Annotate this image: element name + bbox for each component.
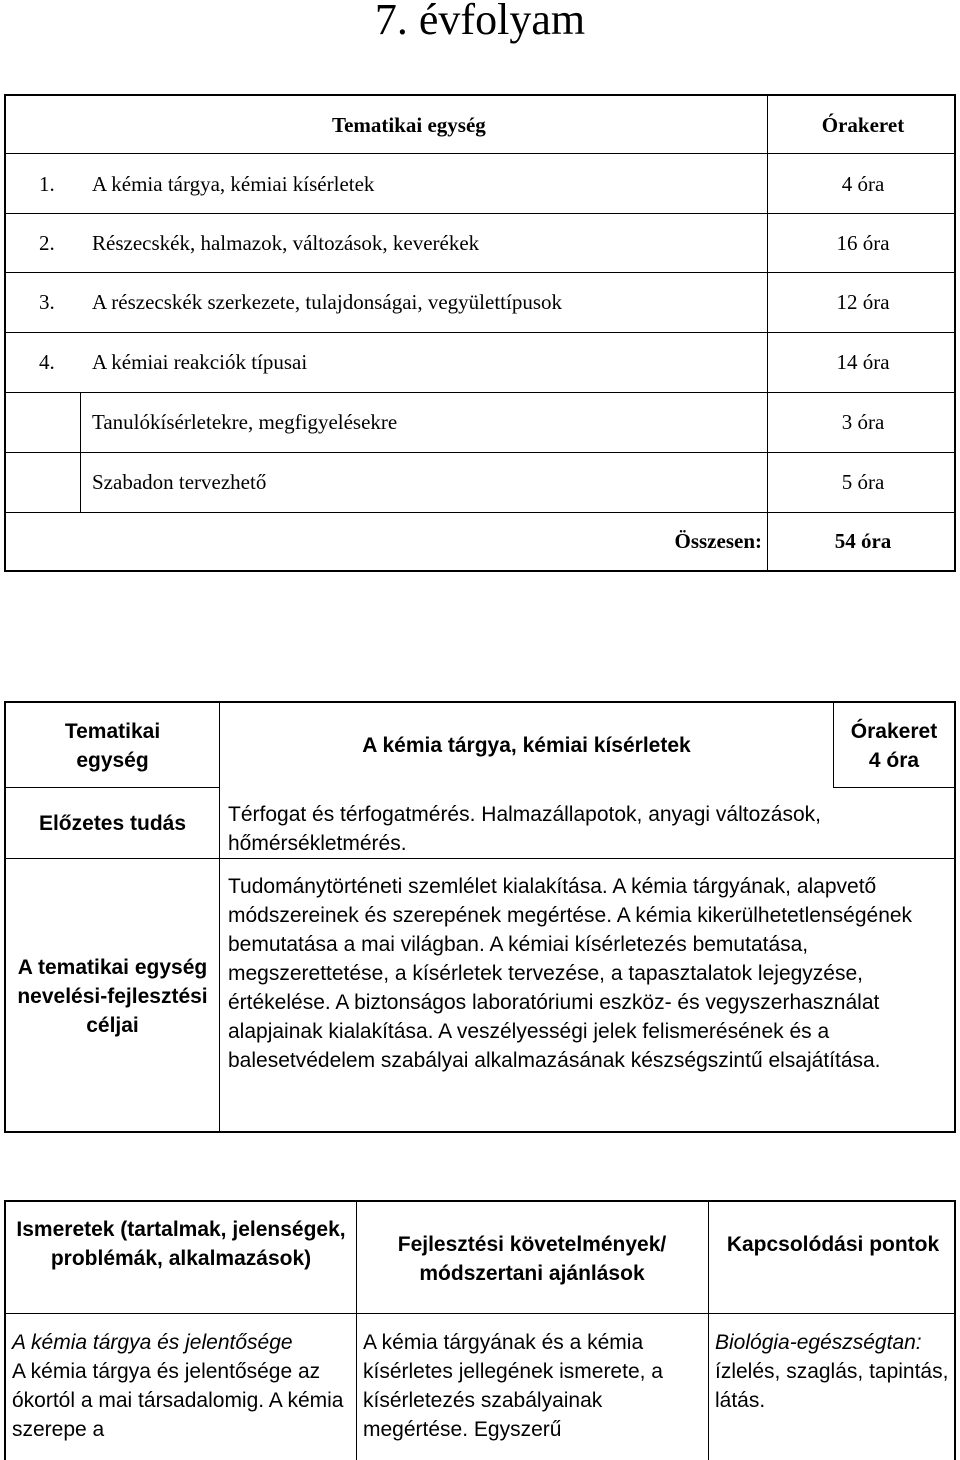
row-unit-name: A kémia tárgya, kémiai kísérletek	[92, 172, 375, 196]
page-title: 7. évfolyam	[374, 0, 586, 44]
knowledge-topic-text: A kémia tárgya és jelentősége az ókortól a mai társadalomig. A kémia szerepe a	[12, 1360, 344, 1441]
row-unit-name: A részecskék szerkezete, tulajdonságai, vegyülettípusok	[92, 290, 562, 314]
total-hours: 54 óra	[834, 529, 892, 553]
row-unit-name: Részecskék, halmazok, változások, keverékek	[92, 231, 480, 255]
goals-label: A tematikai egység nevelési-fejlesztési céljai	[17, 956, 208, 1037]
overview-table	[4, 94, 956, 572]
connection-subject: Biológia-egészségtan:	[715, 1331, 922, 1354]
header-hours: Órakeret	[821, 113, 905, 137]
total-label: Összesen:	[674, 529, 762, 553]
extra-row-name: Tanulókísérletekre, megfigyelésekre	[92, 410, 398, 434]
row-unit-name: A kémiai reakciók típusai	[92, 350, 308, 374]
row-hours: 14 óra	[836, 350, 890, 374]
hours-box: Órakeret 4 óra	[850, 720, 938, 772]
connection-text: ízlelés, szaglás, tapintás, látás.	[715, 1360, 949, 1412]
row-hours: 16 óra	[836, 231, 890, 255]
knowledge-cell	[12, 1328, 354, 1444]
connections-cell	[715, 1328, 955, 1415]
goals-text: Tudománytörténeti szemlélet kialakítása. A kémia tárgyának, alapvető módszereinek és szerepének megértése. A kémia kikerülhetetlenségének bemutatása a mai világban. A kémiai kísérletezés bemutatása, megszerettetése, a kísérletek tervezése, a tapasztalatok lejegyzése, értékelése. A biztonságos laboratóriumi eszköz- és vegyszerhasználat alapjainak kialakítása. A veszélyességi jelek felismerésének és a balesetvédelem szabályai alkalmazásának készségszintű elsajátítása.	[228, 875, 913, 1072]
header-knowledge: Ismeretek (tartalmak, jelenségek, problémák, alkalmazások)	[16, 1218, 346, 1270]
row-number: 4.	[39, 350, 55, 374]
extra-row-hours: 5 óra	[841, 470, 885, 494]
unit-label: Tematikai egység	[64, 720, 161, 772]
row-number: 2.	[39, 231, 55, 255]
row-hours: 4 óra	[841, 172, 885, 196]
header-connections: Kapcsolódási pontok	[726, 1233, 940, 1256]
header-requirements: Fejlesztési követelmények/ módszertani ajánlások	[397, 1233, 667, 1285]
extra-row-hours: 3 óra	[841, 410, 885, 434]
header-unit: Tematikai egység	[332, 113, 486, 137]
requirements-cell: A kémia tárgyának és a kémia kísérletes jellegének ismerete, a kísérletezés szabályainak megértése. Egyszerű	[363, 1331, 663, 1441]
knowledge-topic-title: A kémia tárgya és jelentősége	[12, 1331, 293, 1354]
unit-title: A kémia tárgya, kémiai kísérletek	[362, 734, 691, 757]
prior-knowledge-label: Előzetes tudás	[38, 812, 187, 835]
prior-knowledge-text: Térfogat és térfogatmérés. Halmazállapotok, anyagi változások, hőmérsékletmérés.	[228, 803, 821, 855]
row-number: 3.	[39, 290, 55, 314]
content-table	[4, 1200, 956, 1460]
column-divider	[767, 96, 768, 570]
row-hours: 12 óra	[836, 290, 890, 314]
unit-table	[4, 701, 956, 1133]
extra-row-name: Szabadon tervezhető	[92, 470, 267, 494]
row-number: 1.	[39, 172, 55, 196]
